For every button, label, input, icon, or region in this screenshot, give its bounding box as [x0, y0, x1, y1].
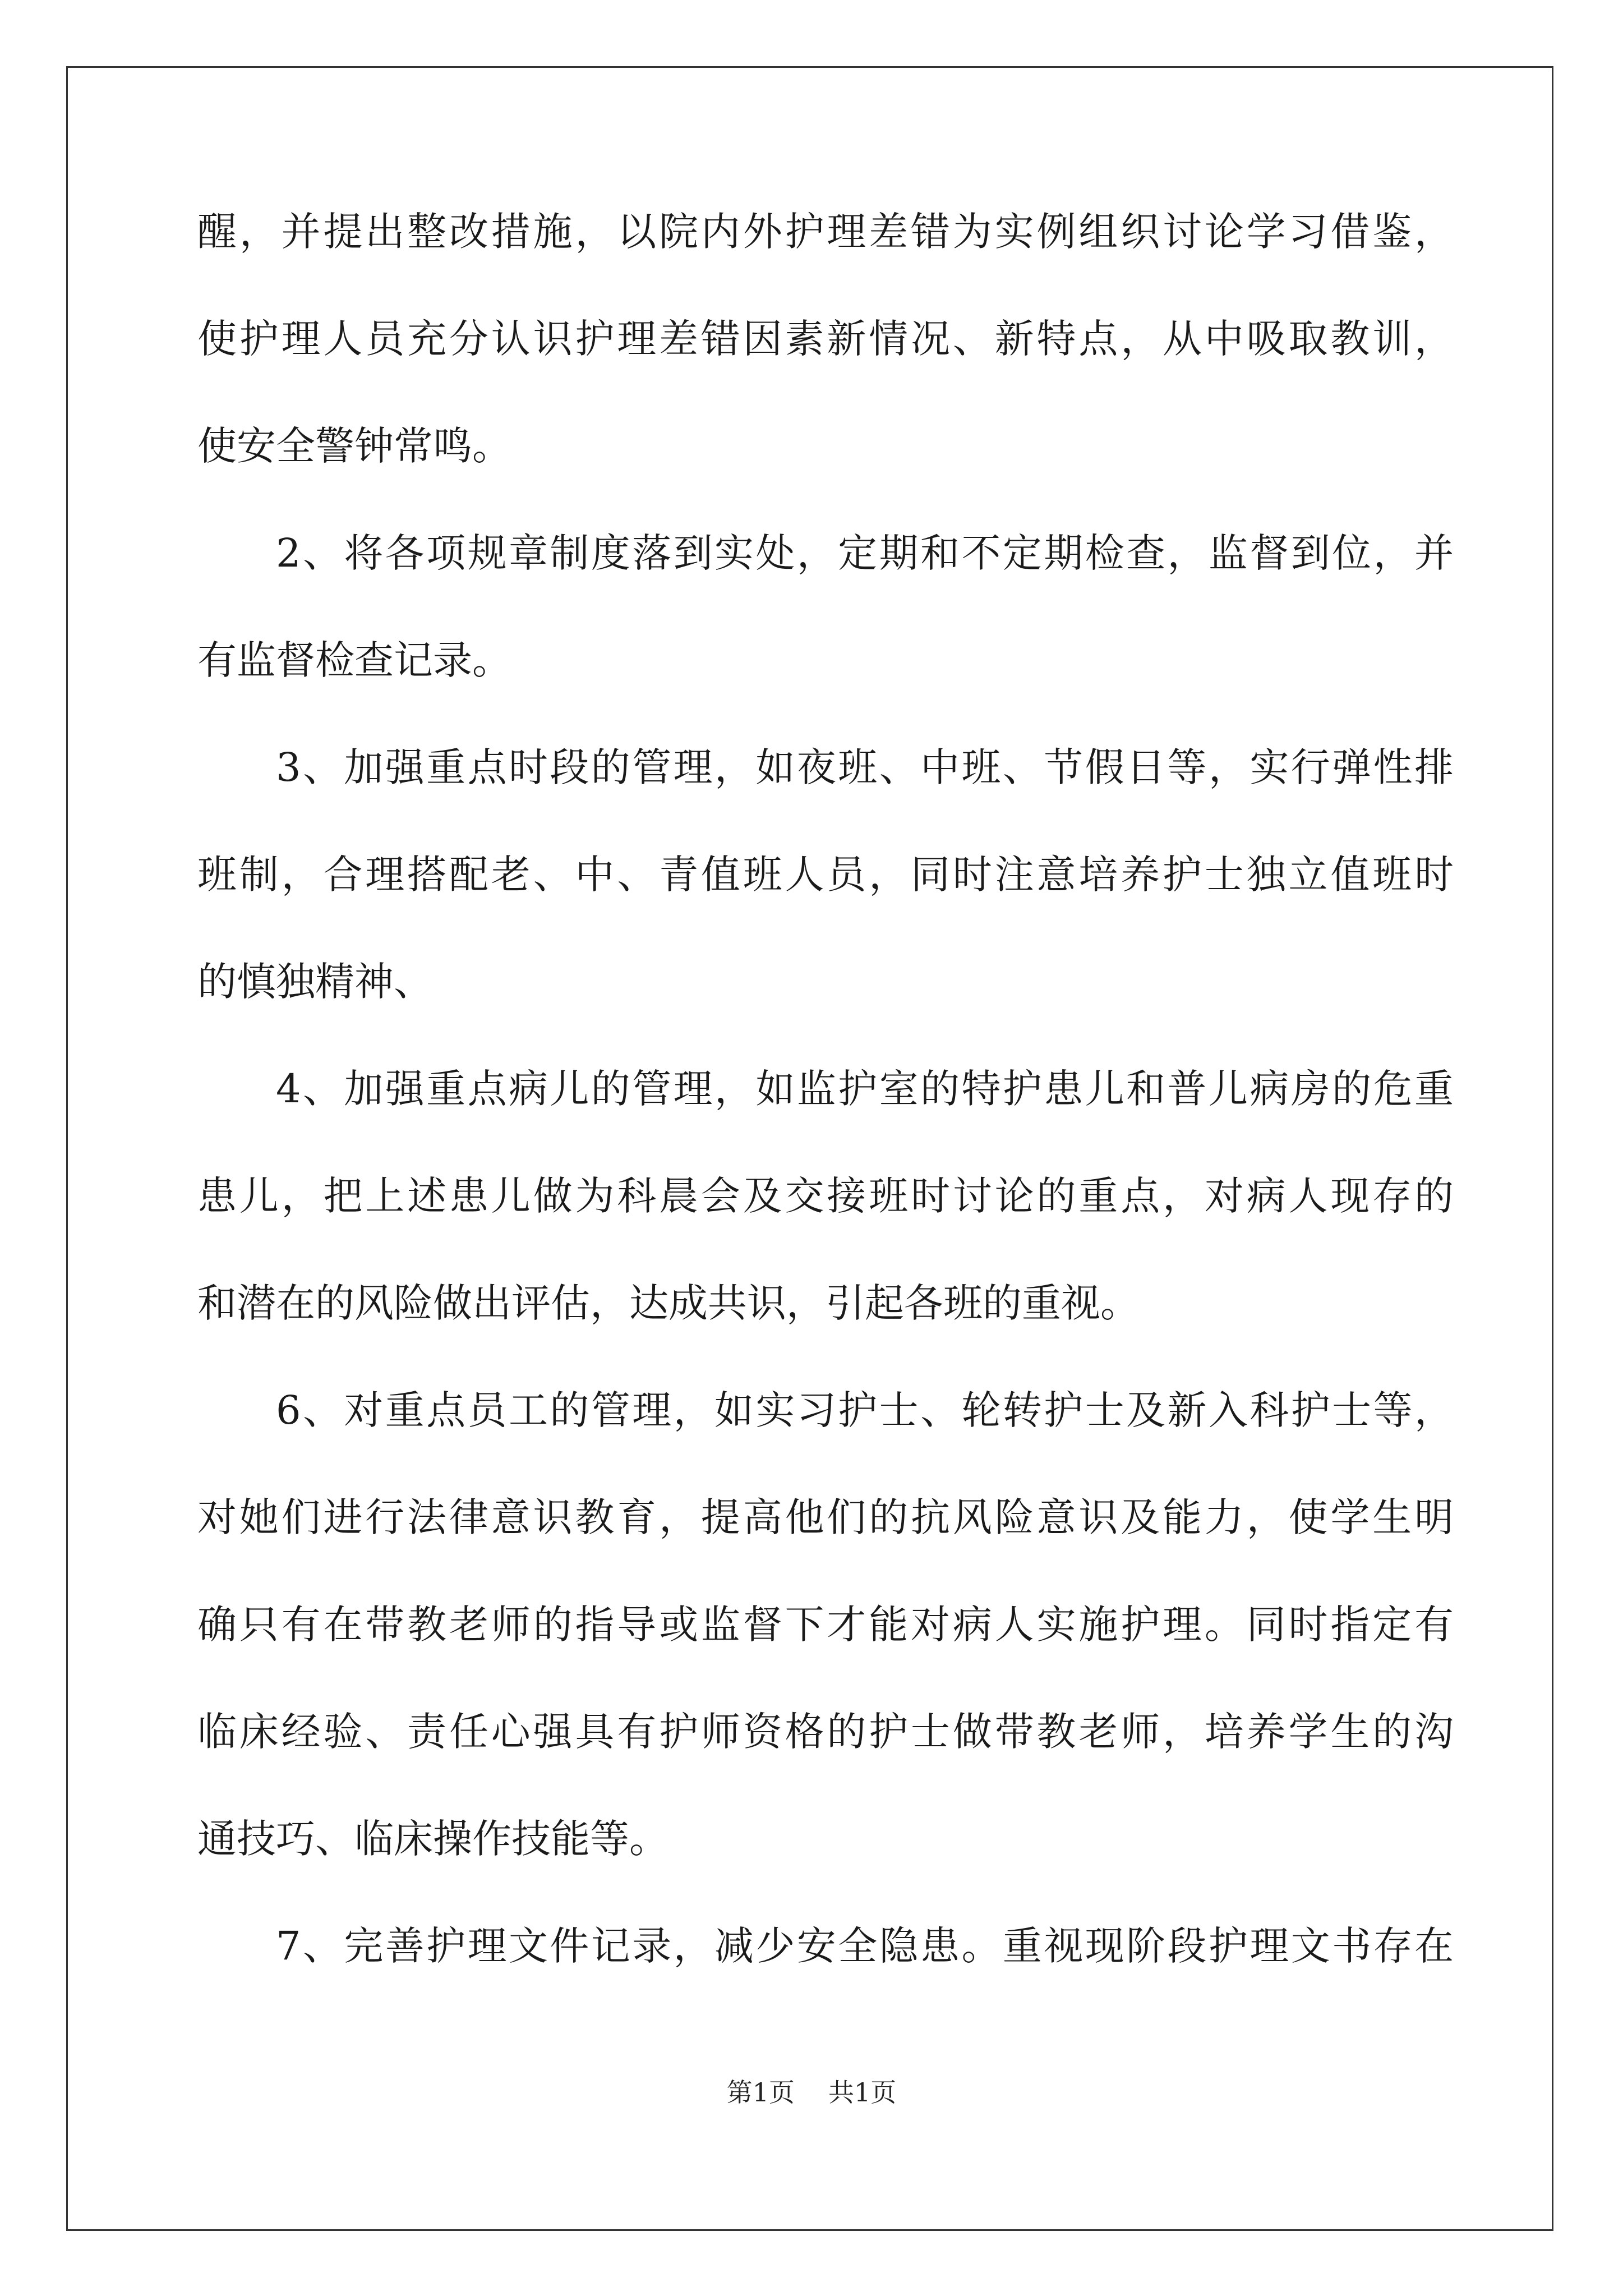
text-line: 班制，合理搭配老、中、青值班人员，同时注意培养护士独立值班时 [197, 852, 1454, 898]
text-line: 的慎独精神、 [197, 959, 433, 1005]
text-line: 醒，并提出整改措施，以院内外护理差错为实例组织讨论学习借鉴， [197, 209, 1454, 255]
text-line: 2、将各项规章制度落到实处，定期和不定期检查，监督到位，并 [276, 530, 1454, 576]
text-line: 和潜在的风险做出评估，达成共识，引起各班的重视。 [197, 1280, 1140, 1326]
page-border [66, 66, 1553, 2231]
page-number: 第1页 [726, 2077, 795, 2108]
text-line: 6、对重点员工的管理，如实习护士、轮转护士及新入科护士等， [276, 1387, 1454, 1433]
text-line: 3、加强重点时段的管理，如夜班、中班、节假日等，实行弹性排 [276, 744, 1454, 790]
text-line: 患儿，把上述患儿做为科晨会及交接班时讨论的重点，对病人现存的 [197, 1173, 1454, 1219]
text-line: 对她们进行法律意识教育，提高他们的抗风险意识及能力，使学生明 [197, 1494, 1454, 1540]
text-line: 使安全警钟常鸣。 [197, 423, 511, 469]
text-line: 通技巧、临床操作技能等。 [197, 1816, 668, 1862]
page-total: 共1页 [828, 2077, 897, 2108]
text-line: 临床经验、责任心强具有护师资格的护士做带教老师，培养学生的沟 [197, 1709, 1454, 1755]
text-line: 使护理人员充分认识护理差错因素新情况、新特点，从中吸取教训， [197, 316, 1454, 362]
text-line: 确只有在带教老师的指导或监督下才能对病人实施护理。同时指定有 [197, 1602, 1454, 1648]
text-line: 7、完善护理文件记录，减少安全隐患。重视现阶段护理文书存在 [276, 1923, 1454, 1969]
page-footer [0, 2076, 1623, 2109]
text-line: 4、加强重点病儿的管理，如监护室的特护患儿和普儿病房的危重 [276, 1066, 1454, 1112]
text-line: 有监督检查记录。 [197, 637, 511, 683]
